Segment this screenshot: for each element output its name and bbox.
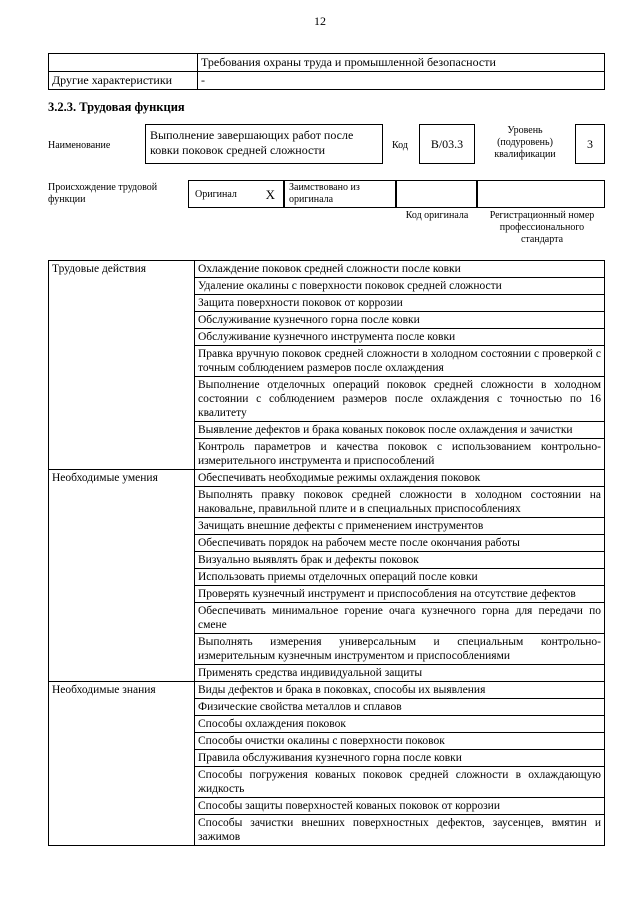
required-knowledge-item: Физические свойства металлов и сплавов	[195, 699, 605, 716]
required-skills-item: Визуально выявлять брак и дефекты поковок	[195, 552, 605, 569]
reg-number-note: Регистрационный номер профессионального стандарта	[489, 210, 595, 245]
level-value: 3	[587, 137, 593, 151]
borrowed-label: Заимствовано из оригинала	[289, 182, 360, 205]
function-details-table	[48, 260, 605, 846]
required-knowledge-item: Способы очистки окалины с поверхности поковок	[195, 733, 605, 750]
function-name: Выполнение завершающих работ после ковки поковок средней сложности	[150, 128, 354, 157]
reg-number-box	[477, 180, 605, 208]
table-row	[49, 682, 605, 699]
borrowed-box	[284, 180, 396, 208]
labor-actions-category: Трудовые действия	[49, 261, 195, 470]
required-skills-item: Зачищать внешние дефекты с применением инструментов	[195, 518, 605, 535]
code-value: B/03.3	[430, 137, 464, 151]
table-row	[49, 54, 605, 72]
required-skills-item: Обеспечивать порядок на рабочем месте после окончания работы	[195, 535, 605, 552]
original-mark: X	[265, 187, 275, 202]
level-label: Уровень (подуровень) квалификации	[494, 125, 556, 160]
required-knowledge-item: Правила обслуживания кузнечного горна после ковки	[195, 750, 605, 767]
labor-actions-item: Правка вручную поковок средней сложности в холодном состоянии с проверкой с точным соблюдением размеров после охлаждения	[195, 346, 605, 377]
required-skills-item: Обеспечивать минимальное горение очага кузнечного горна для передачи по смене	[195, 603, 605, 634]
characteristics-label: Другие характеристики	[49, 72, 198, 90]
labor-actions-item: Обслуживание кузнечного инструмента после ковки	[195, 329, 605, 346]
labor-actions-item: Выполнение отделочных операций поковок средней сложности в холодном состоянии с соблюдением размеров после охлаждения с точностью по 16 квалитету	[195, 377, 605, 422]
required-knowledge-item: Способы охлаждения поковок	[195, 716, 605, 733]
labor-actions-item: Выявление дефектов и брака кованых поковок после охлаждения и зачистки	[195, 422, 605, 439]
level-box	[575, 124, 605, 164]
required-knowledge-item: Способы защиты поверхностей кованых поковок от коррозии	[195, 798, 605, 815]
table-row	[49, 261, 605, 278]
characteristics-value: -	[198, 72, 605, 90]
table-row	[49, 470, 605, 487]
labor-actions-item: Защита поверхности поковок от коррозии	[195, 295, 605, 312]
code-box	[419, 124, 475, 164]
required-skills-category: Необходимые умения	[49, 470, 195, 682]
required-skills-item: Применять средства индивидуальной защиты	[195, 665, 605, 682]
original-label: Оригинал	[195, 189, 237, 200]
required-knowledge-item: Способы погружения кованых поковок средней сложности в охлаждающую жидкость	[195, 767, 605, 798]
original-box	[188, 180, 284, 208]
required-skills-item: Выполнять правку поковок средней сложности в холодном состоянии на наковальне, правильной плите и в специальных приспособлениях	[195, 487, 605, 518]
name-label: Наименование	[48, 140, 111, 151]
required-skills-item: Использовать приемы отделочных операций после ковки	[195, 569, 605, 586]
code-original-box	[396, 180, 477, 208]
labor-actions-item: Обслуживание кузнечного горна после ковки	[195, 312, 605, 329]
required-skills-item: Обеспечивать необходимые режимы охлаждения поковок	[195, 470, 605, 487]
section-title: 3.2.3. Трудовая функция	[48, 100, 185, 114]
labor-actions-item: Удаление окалины с поверхности поковок средней сложности	[195, 278, 605, 295]
function-name-box	[145, 124, 383, 164]
characteristics-label	[49, 54, 198, 72]
page-number: 12	[314, 14, 326, 28]
required-knowledge-category: Необходимые знания	[49, 682, 195, 846]
code-label: Код	[392, 140, 408, 151]
required-skills-item: Выполнять измерения универсальным и специальным контрольно-измерительным кузнечным инструментом и приспособлениями	[195, 634, 605, 665]
required-knowledge-item: Виды дефектов и брака в поковках, способы их выявления	[195, 682, 605, 699]
code-original-note: Код оригинала	[405, 210, 469, 221]
origin-label: Происхождение трудовой функции	[48, 182, 158, 205]
required-skills-item: Проверять кузнечный инструмент и приспособления на отсутствие дефектов	[195, 586, 605, 603]
labor-actions-item: Контроль параметров и качества поковок с использованием контрольно-измерительного инструмента и приспособлений	[195, 439, 605, 470]
required-knowledge-item: Способы зачистки внешних поверхностных дефектов, заусенцев, вмятин и зажимов	[195, 815, 605, 846]
table-row	[49, 72, 605, 90]
characteristics-value: Требования охраны труда и промышленной безопасности	[198, 54, 605, 72]
labor-actions-item: Охлаждение поковок средней сложности после ковки	[195, 261, 605, 278]
characteristics-table	[48, 53, 605, 90]
